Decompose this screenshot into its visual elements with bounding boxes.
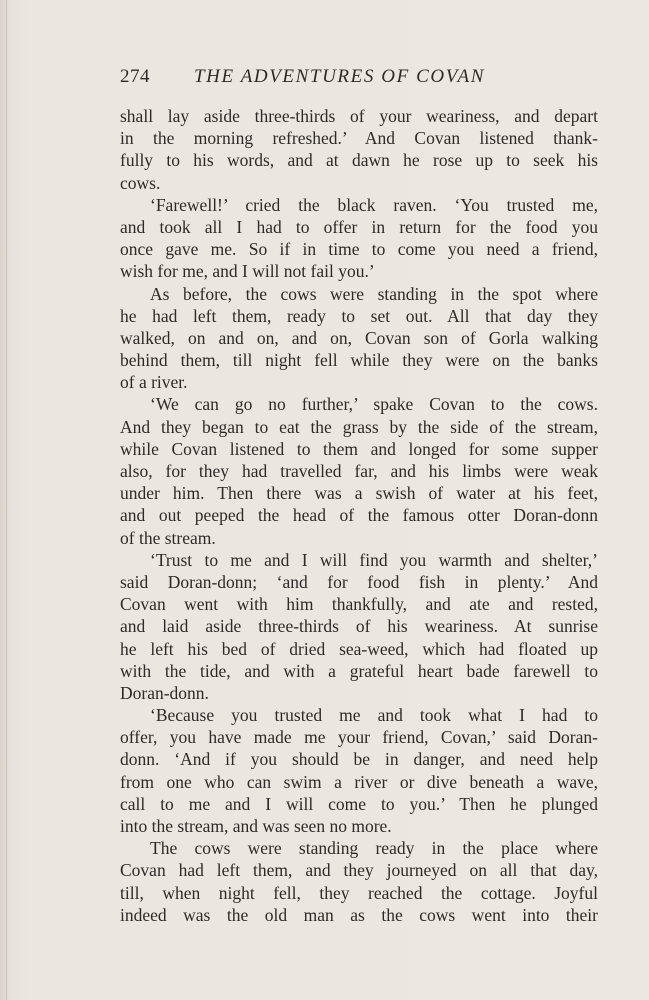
text-line: till, when night fell, they reached the cottage. Joyful [120,882,598,903]
text-line: Covan had left them, and they journeyed on all that day, [120,860,598,881]
text-line: shall lay aside three-thirds of your weariness, and depart [120,106,598,126]
text-line: of a river. [120,372,188,393]
page-gutter-edge [6,0,7,1000]
text-line: once gave me. So if in time to come you need a friend, [120,239,598,260]
text-line: walked, on and on, and on, Covan son of Gorla walking [120,327,598,348]
text-line: ‘We can go no further,’ spake Covan to the cows. [150,394,598,415]
text-line: donn. ‘And if you should be in danger, and need help [120,749,598,770]
text-line: and out peeped the head of the famous otter Doran-donn [120,505,598,526]
body-text [120,105,598,926]
text-line: And they began to eat the grass by the side of the stream, [120,416,598,437]
text-line: also, for they had travelled far, and his limbs were weak [120,461,598,481]
text-line: he had left them, ready to set out. All that day they [120,305,598,326]
text-line: cows. [120,172,161,193]
text-line: he left his bed of dried sea-weed, which had floated up [120,638,598,659]
text-line: while Covan listened to them and longed for some supper [120,438,598,459]
text-line: indeed was the old man as the cows went into their [120,904,598,925]
page-header [120,66,520,90]
page-number: 274 [120,66,150,87]
text-line: wish for me, and I will not fail you.’ [120,261,375,282]
text-line: of the stream. [120,527,216,548]
text-line: behind them, till night fell while they were on the banks [120,350,598,371]
text-line: in the morning refreshed.’ And Covan listened thank- [120,128,598,149]
text-line: The cows were standing ready in the place where [150,838,598,859]
text-line: said Doran-donn; ‘and for food fish in plenty.’ And [120,571,598,592]
text-line: ‘Farewell!’ cried the black raven. ‘You trusted me, [150,194,598,215]
text-line: from one who can swim a river or dive beneath a wave, [120,771,598,792]
text-line: call to me and I will come to you.’ Then he plunged [120,793,598,814]
text-line: offer, you have made me your friend, Covan,’ said Doran- [120,727,598,748]
text-line: and took all I had to offer in return for the food you [120,216,598,237]
text-line: with the tide, and with a grateful heart bade farewell to [120,660,598,681]
text-line: Doran-donn. [120,682,209,703]
text-line: fully to his words, and at dawn he rose up to seek his [120,150,598,171]
text-line: and laid aside three-thirds of his weariness. At sunrise [120,616,598,637]
running-title: THE ADVENTURES OF COVAN [194,66,486,87]
text-line: As before, the cows were standing in the spot where [150,283,598,304]
text-line: under him. Then there was a swish of water at his feet, [120,483,598,504]
text-line: ‘Because you trusted me and took what I had to [150,705,598,726]
text-line: ‘Trust to me and I will find you warmth and shelter,’ [150,549,598,570]
text-line: Covan went with him thankfully, and ate and rested, [120,594,598,615]
text-line: into the stream, and was seen no more. [120,816,392,836]
